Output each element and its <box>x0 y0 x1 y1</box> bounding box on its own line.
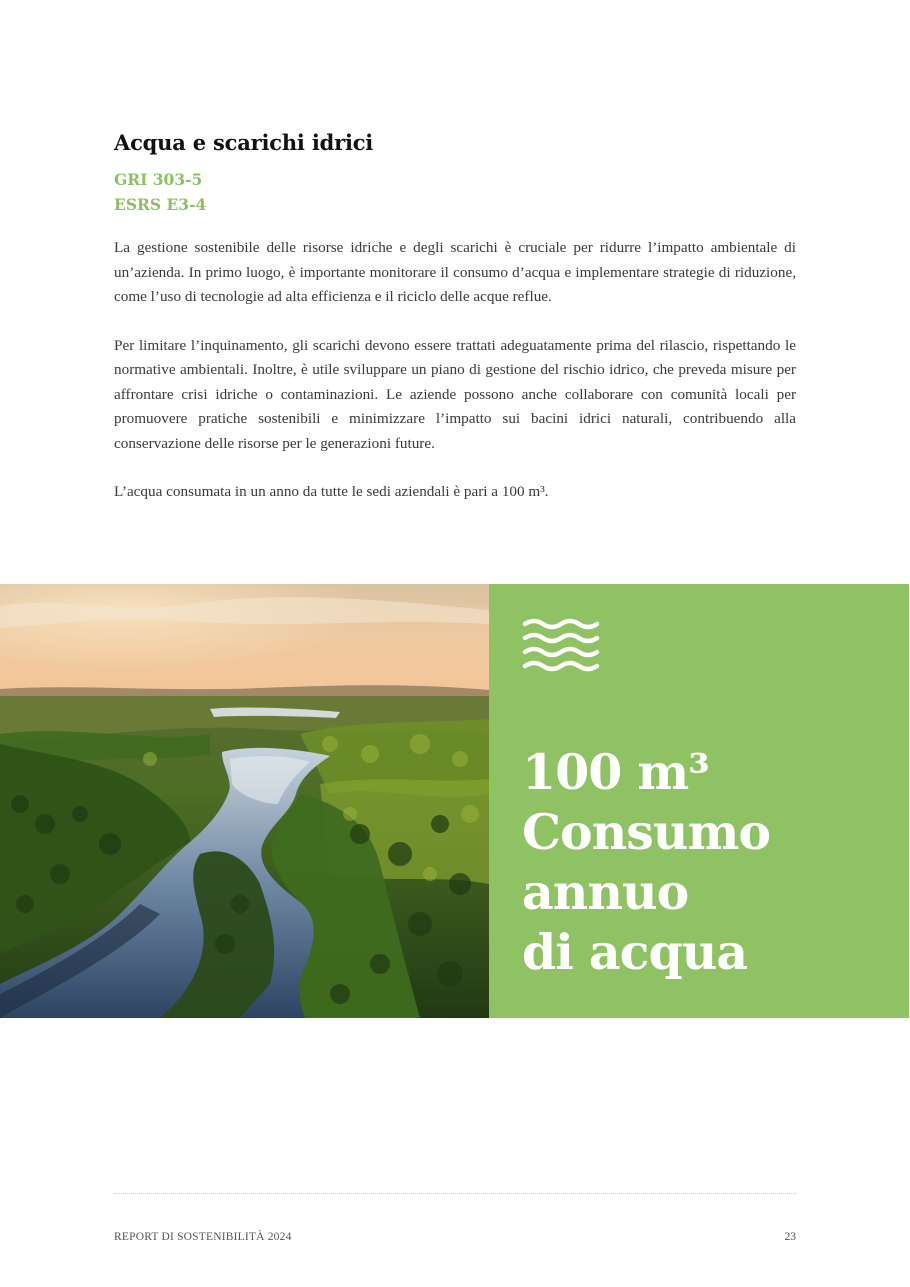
esrs-code: ESRS E3-4 <box>114 195 207 214</box>
consumption-value: 100 m³ <box>522 743 709 801</box>
section-title: Acqua e scarichi idrici <box>114 130 374 155</box>
highlight-line: annuo <box>522 863 689 921</box>
gri-code: GRI 303-5 <box>114 170 203 189</box>
highlight-line: Consumo <box>522 803 771 861</box>
forest-river-photo <box>0 584 489 1018</box>
highlight-line: di acqua <box>522 923 748 981</box>
page-number: 23 <box>784 1231 796 1243</box>
highlight-panel <box>489 584 909 1018</box>
footer-divider <box>114 1193 796 1194</box>
water-waves-icon <box>522 618 600 676</box>
standard-codes <box>114 167 206 217</box>
paragraph: La gestione sostenibile delle risorse idriche e degli scarichi è cruciale per ridurre l’impatto ambientale di un’azienda. In primo luogo, è importante monitorare il consumo d’acqua e implementare strategie di riduzione, come l’uso di tecnologie ad alta efficienza e il riciclo delle acque reflue. <box>114 239 796 305</box>
paragraph: Per limitare l’inquinamento, gli scarichi devono essere trattati adeguatamente prima del rilascio, rispettando le normative ambientali. Inoltre, è utile sviluppare un piano di gestione del rischio idrico, che preveda misure per affrontare crisi idriche o contaminazioni. Le aziende possono anche collaborare con comunità locali per promuovere pratiche sostenibili e minimizzare l’impatto sui bacini idrici naturali, contribuendo alla conservazione delle risorse per le generazioni future. <box>114 336 796 452</box>
paragraph: L’acqua consumata in un anno da tutte le sedi aziendali è pari a 100 m³. <box>114 483 549 500</box>
footer-report-title: REPORT DI SOSTENIBILITÀ 2024 <box>114 1231 292 1243</box>
body-text <box>114 236 796 529</box>
water-consumption-highlight <box>522 742 770 982</box>
